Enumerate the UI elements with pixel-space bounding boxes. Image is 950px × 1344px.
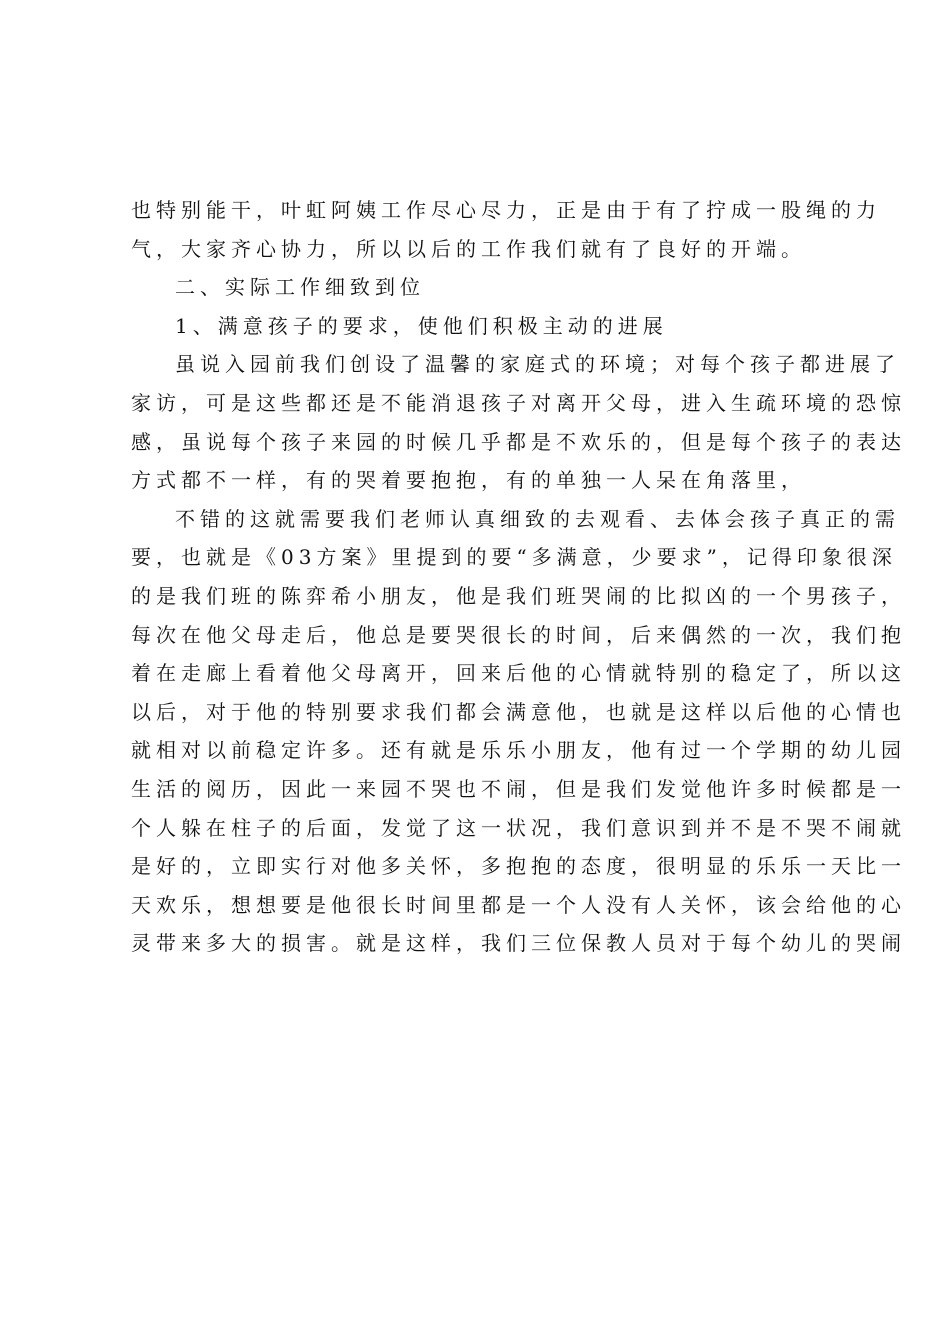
- text-line-13: 着在走廊上看着他父母离开，回来后他的心情就特别的稳定了，所以这: [131, 661, 906, 686]
- text-line-10: 要，也就是《03方案》里提到的要“多满意，少要求”，记得印象很深: [131, 545, 897, 570]
- text-line-12: 每次在他父母走后，他总是要哭很长的时间，后来偶然的一次，我们抱: [131, 622, 906, 647]
- text-line-16: 生活的阅历，因此一来园不哭也不闹，但是我们发觉他许多时候都是一: [131, 776, 906, 801]
- text-line-19: 天欢乐，想想要是他很长时间里都是一个人没有人关怀，该会给他的心: [131, 892, 906, 917]
- text-line-11: 的是我们班的陈弈希小朋友，他是我们班哭闹的比拟凶的一个男孩子，: [131, 583, 906, 608]
- section-heading: 二、实际工作细致到位: [175, 275, 425, 300]
- document-body: [131, 191, 906, 963]
- text-line-15: 就相对以前稳定许多。还有就是乐乐小朋友，他有过一个学期的幼儿园: [131, 738, 906, 763]
- text-line-18: 是好的，立即实行对他多关怀，多抱抱的态度，很明显的乐乐一天比一: [131, 854, 906, 879]
- text-line-1: 也特别能干，叶虹阿姨工作尽心尽力，正是由于有了拧成一股绳的力: [131, 198, 881, 222]
- text-line-20: 灵带来多大的损害。就是这样，我们三位保教人员对于每个幼儿的哭闹: [131, 931, 906, 956]
- subsection-heading: 1、满意孩子的要求，使他们积极主动的进展: [175, 313, 668, 338]
- text-line-14: 以后，对于他的特别要求我们都会满意他，也就是这样以后他的心情也: [131, 699, 906, 724]
- text-line-6: 家访，可是这些都还是不能消退孩子对离开父母，进入生疏环境的恐惊: [131, 390, 906, 415]
- text-line-5: 虽说入园前我们创设了温馨的家庭式的环境；对每个孩子都进展了: [175, 352, 900, 377]
- text-line-2: 气，大家齐心协力，所以以后的工作我们就有了良好的开端。: [131, 236, 806, 261]
- text-line-7: 感，虽说每个孩子来园的时候几乎都是不欢乐的，但是每个孩子的表达: [131, 429, 906, 454]
- text-line-8: 方式都不一样，有的哭着要抱抱，有的单独一人呆在角落里，: [131, 468, 806, 493]
- text-line-17: 个人躲在柱子的后面，发觉了这一状况，我们意识到并不是不哭不闹就: [131, 815, 906, 840]
- text-line-9: 不错的这就需要我们老师认真细致的去观看、去体会孩子真正的需: [175, 506, 900, 531]
